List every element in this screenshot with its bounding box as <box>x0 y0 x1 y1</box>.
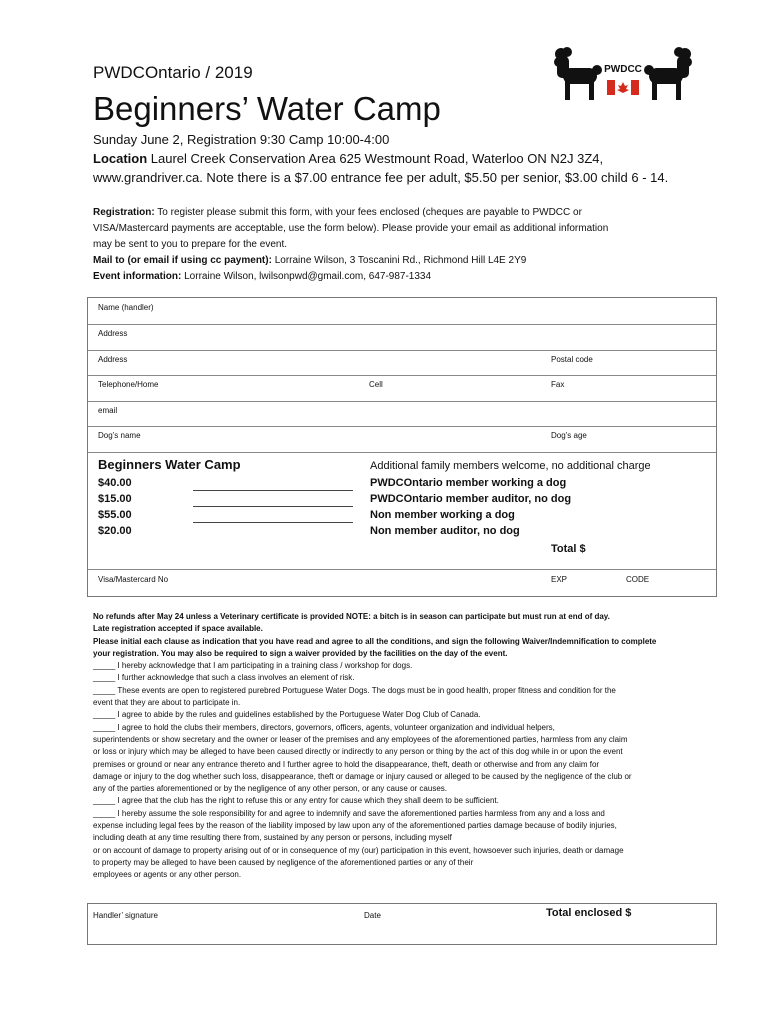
fee-price-4: $20.00 <box>98 525 132 537</box>
registration-text-3: may be sent to you to prepare for the event. <box>93 239 288 250</box>
card-exp-field[interactable]: EXP <box>551 575 568 584</box>
event-information-line <box>93 269 431 285</box>
registration-text-1 <box>93 205 582 221</box>
postal-code-field[interactable]: Postal code <box>551 355 593 364</box>
waiver-line: to property may be alleged to have been caused by negligence of the aforementioned parties or any of their <box>93 857 474 867</box>
fee-total-field[interactable]: Total $ <box>551 543 586 555</box>
fee-option-1[interactable]: PWDCOntario member working a dog <box>370 477 567 489</box>
waiver-line: _____ I hereby acknowledge that I am participating in a training class / workshop for dogs. <box>93 661 413 671</box>
waiver-line: damage or injury to the dog whether such loss, disappearance, theft or damage or injury caused or alleged to be caused by the negligence of the club or <box>93 771 632 781</box>
waiver-line: employees or agents or any other person. <box>93 870 242 880</box>
waiver-line: _____ These events are open to registered purebred Portuguese Water Dogs. The dogs must be in good health, proper fitness and condition for the <box>93 685 616 695</box>
address-field-1[interactable]: Address <box>98 329 128 338</box>
organization-year: PWDCOntario / 2019 <box>93 63 253 82</box>
email-field[interactable]: email <box>98 406 118 415</box>
waiver-line: Please initial each clause as indication that you have read and agree to all the conditions, and sign the following Waiver/Indemnification to complete <box>93 636 657 646</box>
dog-age-field[interactable]: Dog’s age <box>551 431 587 440</box>
cell-field[interactable]: Cell <box>369 380 383 389</box>
waiver-line: or on account of damage to property arising out of or in consequence of my (our) participation in this event, howsoever such injuries, death or damage <box>93 845 624 855</box>
waiver-line: _____ I agree to abide by the rules and guidelines established by the Portuguese Water Dog Club of Canada. <box>93 710 481 720</box>
waiver-line: _____ I hereby assume the sole responsibility for and agree to indemnify and save the aforementioned parties harmless from any and a loss and <box>93 808 605 818</box>
event-info-label: Event information: <box>93 271 182 282</box>
fee-entry-line[interactable] <box>193 490 353 491</box>
fee-price-1: $40.00 <box>98 477 132 489</box>
waiver-line: _____ I agree to hold the clubs their members, directors, governors, officers, agents, volunteer organization and individual helpers, <box>93 722 555 732</box>
waiver-line: expense including legal fees by the reason of the liability imposed by law upon any of the aforementioned parties damage because of bodily injuries, <box>93 821 617 831</box>
telephone-field[interactable]: Telephone/Home <box>98 380 159 389</box>
waiver-line: _____ I agree that the club has the right to refuse this or any entry for cause which they shall deem to be sufficient. <box>93 796 499 806</box>
handler-name-field[interactable]: Name (handler) <box>98 303 154 312</box>
fee-option-2[interactable]: PWDCOntario member auditor, no dog <box>370 493 572 505</box>
logo-text: PWDCC <box>604 64 642 75</box>
fee-price-3: $55.00 <box>98 509 132 521</box>
page-title: Beginners’ Water Camp <box>93 90 441 127</box>
waiver-line: event that they are about to participate in. <box>93 698 241 708</box>
fee-entry-line[interactable] <box>193 522 353 523</box>
waiver-line: any of the parties aforementioned or by the negligence of any other person, or any cause or causes. <box>93 784 447 794</box>
dog-name-field[interactable]: Dog’s name <box>98 431 141 440</box>
pwdcc-logo <box>549 44 697 104</box>
registration-text-2: VISA/Mastercard payments are acceptable, use the form below). Please provide your email as additional information <box>93 223 609 234</box>
event-location <box>93 150 603 168</box>
waiver-line: Late registration accepted if space available. <box>93 624 263 634</box>
waiver-text <box>93 611 715 882</box>
event-info-text: Lorraine Wilson, lwilsonpwd@gmail.com, 647-987-1334 <box>181 271 432 282</box>
date-field[interactable]: Date <box>364 911 381 920</box>
fee-entry-line[interactable] <box>193 506 353 507</box>
registration-form <box>87 297 717 597</box>
waiver-line: premises or ground or near any entrance thereto and I further agree to hold the disappearance, theft, death or otherwise and from any claim for <box>93 759 600 769</box>
mail-text: Lorraine Wilson, 3 Toscanini Rd., Richmond Hill L4E 2Y9 <box>271 255 527 266</box>
fee-heading: Beginners Water Camp <box>98 457 241 472</box>
waiver-line: your registration. You may also be required to sign a waiver provided by the facilities on the day of the event. <box>93 648 508 658</box>
mail-label: Mail to (or email if using cc payment): <box>93 255 272 266</box>
signature-box <box>87 903 717 945</box>
fee-price-2: $15.00 <box>98 493 132 505</box>
event-fee-note: www.grandriver.ca. Note there is a $7.00 entrance fee per adult, $5.50 per senior, $3.00 child 6 - 14. <box>93 170 669 185</box>
address-field-2[interactable]: Address <box>98 355 128 364</box>
fee-note: Additional family members welcome, no additional charge <box>370 460 651 472</box>
card-code-field[interactable]: CODE <box>626 575 650 584</box>
waiver-line: including death at any time resulting there from, sustained by any person or persons, including myself <box>93 833 452 843</box>
card-number-field[interactable]: Visa/Mastercard No <box>98 575 169 584</box>
location-label: Location <box>93 151 148 166</box>
location-text: Laurel Creek Conservation Area 625 Westmount Road, Waterloo ON N2J 3Z4, <box>147 151 604 166</box>
handler-signature-field[interactable]: Handler’ signature <box>93 911 158 920</box>
waiver-line: No refunds after May 24 unless a Veterinary certificate is provided NOTE: a bitch is in season can participate but must run at end of day. <box>93 612 610 621</box>
fee-option-4[interactable]: Non member auditor, no dog <box>370 525 520 537</box>
fee-option-3[interactable]: Non member working a dog <box>370 509 515 521</box>
mail-to-line <box>93 253 526 269</box>
total-enclosed-field[interactable]: Total enclosed $ <box>546 907 632 919</box>
fax-field[interactable]: Fax <box>551 380 565 389</box>
waiver-line: _____ I further acknowledge that such a class involves an element of risk. <box>93 673 355 683</box>
event-date-time: Sunday June 2, Registration 9:30 Camp 10:00-4:00 <box>93 132 390 147</box>
registration-label: Registration: <box>93 207 155 218</box>
waiver-line: or loss or injury which may be alleged to have been caused directly or indirectly to any person or thing by the act of this dog while in or upon the event <box>93 747 623 757</box>
waiver-line: superintendents or show secretary and the owner or leaser of the premises and any employees of the aforementioned parties, harmless from any claim <box>93 734 628 744</box>
registration-text: To register please submit this form, with your fees enclosed (cheques are payable to PWDCC or <box>154 207 582 218</box>
